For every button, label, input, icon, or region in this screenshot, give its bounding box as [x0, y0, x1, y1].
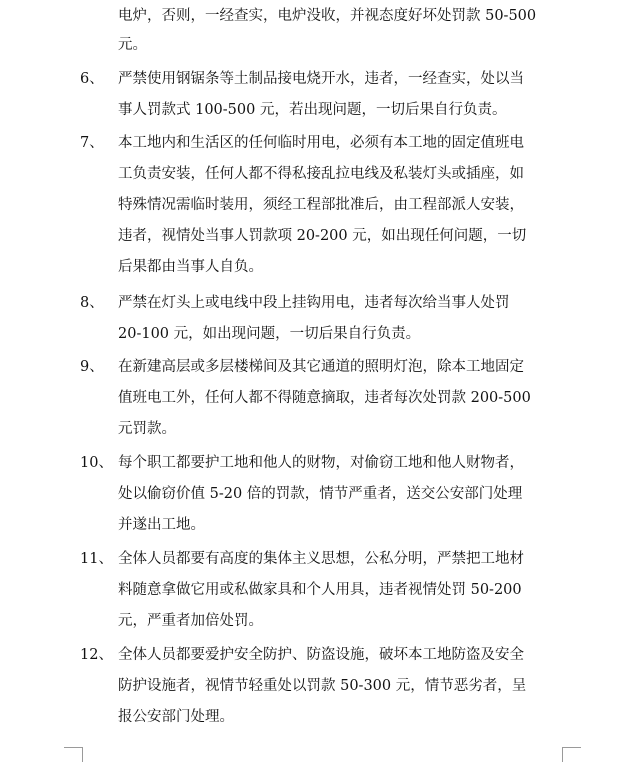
item-text: 严禁使用钢锯条等土制品接电烧开水，违者，一经查实，处以当 事人罚款式 100-500 元，若出现问题，一切后果自行负责。	[118, 71, 524, 118]
margin-corner-mark-right	[562, 747, 581, 762]
item-text: 严禁在灯头上或电线中段上挂钩用电，违者每次给当事人处罚 20-100 元，如出现问题，一切后果自行负责。	[118, 295, 510, 342]
item-number: 7、	[80, 135, 104, 151]
item-number: 8、	[80, 295, 104, 311]
item-text: 全体人员都要有高度的集体主义思想，公私分明，严禁把工地材 料随意拿做它用或私做家具和个人用具，违者视情处罚 50-200 元，严重者加倍处罚。	[118, 551, 524, 629]
item-number: 11、	[80, 551, 113, 567]
item-text: 在新建高层或多层楼梯间及其它通道的照明灯泡，除本工地固定 值班电工外，任何人都不得随意摘取，违者每次处罚款 200-500 元罚款。	[118, 359, 531, 437]
margin-corner-mark-left	[64, 747, 83, 762]
item-number: 12、	[80, 647, 113, 663]
continuation-line-1: 电炉，否则，一经查实，电炉没收，并视态度好坏处罚款 50-500	[118, 8, 537, 24]
item-text: 全体人员都要爱护安全防护、防盗设施，破坏本工地防盗及安全 防护设施者，视情节轻重处以罚款 50-300 元，情节恶劣者，呈 报公安部门处理。	[118, 647, 527, 725]
item-number: 9、	[80, 359, 104, 375]
item-text: 本工地内和生活区的任何临时用电，必须有本工地的固定值班电 工负责安装，任何人都不得私接乱拉电线及私装灯头或插座，如 特殊情况需临时装用，须经工程部批准后，由工程部派人安装， 违者，视情处当事人罚款项 20-200 元，如出现任何问题，一切 后果都由当事人自负。	[118, 135, 527, 275]
item-number: 10、	[80, 455, 113, 471]
item-text: 每个职工都要护工地和他人的财物，对偷窃工地和他人财物者， 处以偷窃价值 5-20 倍的罚款，情节严重者，送交公安部门处理 并遂出工地。	[118, 455, 524, 533]
continuation-line-2: 元。	[118, 37, 147, 53]
item-number: 6、	[80, 71, 104, 87]
